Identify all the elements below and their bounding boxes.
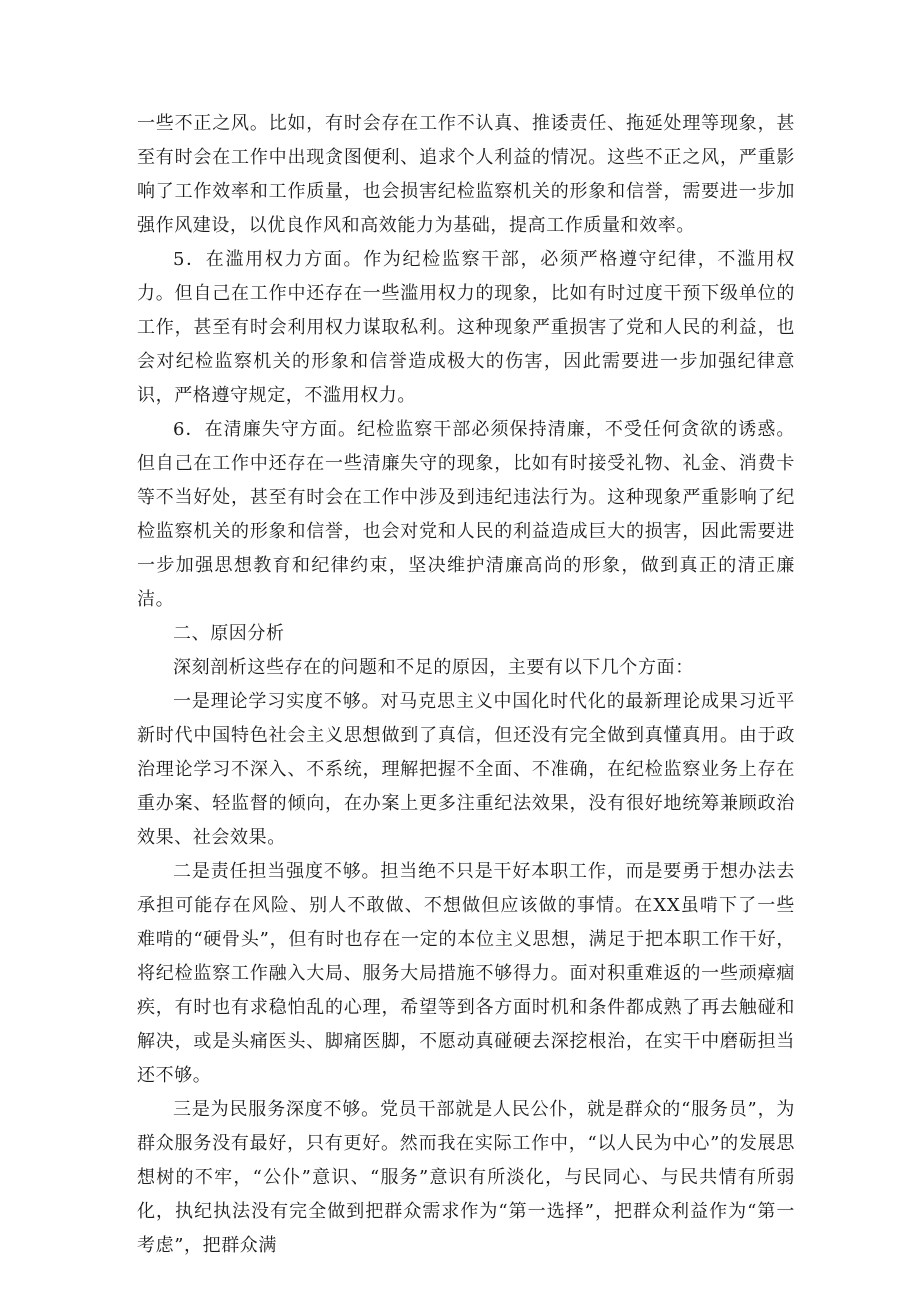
paragraph-reason-3: 三是为民服务深度不够。党员干部就是人民公仆，就是群众的“服务员”，为群众服务没有最好，只有更好。然而我在实际工作中，“以人民为中心”的发展思想树的不牢，“公仆”意识、“服务”意识有所淡化，与民同心、与民共情有所弱化，执纪执法没有完全做到把群众需求作为“第一选择”，把群众利益作为“第一考虑”，把群众满 bbox=[137, 1099, 795, 1256]
document-body bbox=[137, 107, 795, 1263]
paragraph-item-6: 6．在清廉失守方面。纪检监察干部必须保持清廉，不受任何贪欲的诱惑。但自己在工作中还存在一些清廉失守的现象，比如有时接受礼物、礼金、消费卡等不当好处，甚至有时会在工作中涉及到违纪违法行为。这种现象严重影响了纪检监察机关的形象和信誉，也会对党和人民的利益造成巨大的损害，因此需要进一步加强思想教育和纪律约束，坚决维护清廉高尚的形象，做到真正的清正廉洁。 bbox=[137, 419, 795, 610]
paragraph-item-5: 5．在滥用权力方面。作为纪检监察干部，必须严格遵守纪律，不滥用权力。但自己在工作中还存在一些滥用权力的现象，比如有时过度干预下级单位的工作，甚至有时会利用权力谋取私利。这种现象严重损害了党和人民的利益，也会对纪检监察机关的形象和信誉造成极大的伤害，因此需要进一步加强纪律意识，严格遵守规定，不滥用权力。 bbox=[137, 249, 795, 406]
paragraph-reason-2: 二是责任担当强度不够。担当绝不只是干好本职工作，而是要勇于想办法去承担可能存在风险、别人不敢做、不想做但应该做的事情。在XX虽啃下了一些难啃的“硬骨头”，但有时也存在一定的本位主义思想，满足于把本职工作干好，将纪检监察工作融入大局、服务大局措施不够得力。面对积重难返的一些顽瘴痼疾，有时也有求稳怕乱的心理，希望等到各方面时机和条件都成熟了再去触碰和解决，或是头痛医头、脚痛医脚，不愿动真碰硬去深挖根治，在实干中磨砺担当还不够。 bbox=[137, 861, 795, 1086]
paragraph-continuation: 一些不正之风。比如，有时会存在工作不认真、推诿责任、拖延处理等现象，甚至有时会在工作中出现贪图便利、追求个人利益的情况。这些不正之风，严重影响了工作效率和工作质量，也会损害纪检监察机关的形象和信誉，需要进一步加强作风建设，以优良作风和高效能力为基础，提高工作质量和效率。 bbox=[137, 113, 795, 236]
section-heading: 二、原因分析 bbox=[173, 623, 285, 644]
paragraph-intro: 深刻剖析这些存在的问题和不足的原因，主要有以下几个方面： bbox=[173, 657, 694, 678]
paragraph-reason-1: 一是理论学习实度不够。对马克思主义中国化时代化的最新理论成果习近平新时代中国特色社会主义思想做到了真信，但还没有完全做到真懂真用。由于政治理论学习不深入、不系统，理解把握不全面、不准确，在纪检监察业务上存在重办案、轻监督的倾向，在办案上更多注重纪法效果，没有很好地统筹兼顾政治效果、社会效果。 bbox=[137, 691, 795, 848]
